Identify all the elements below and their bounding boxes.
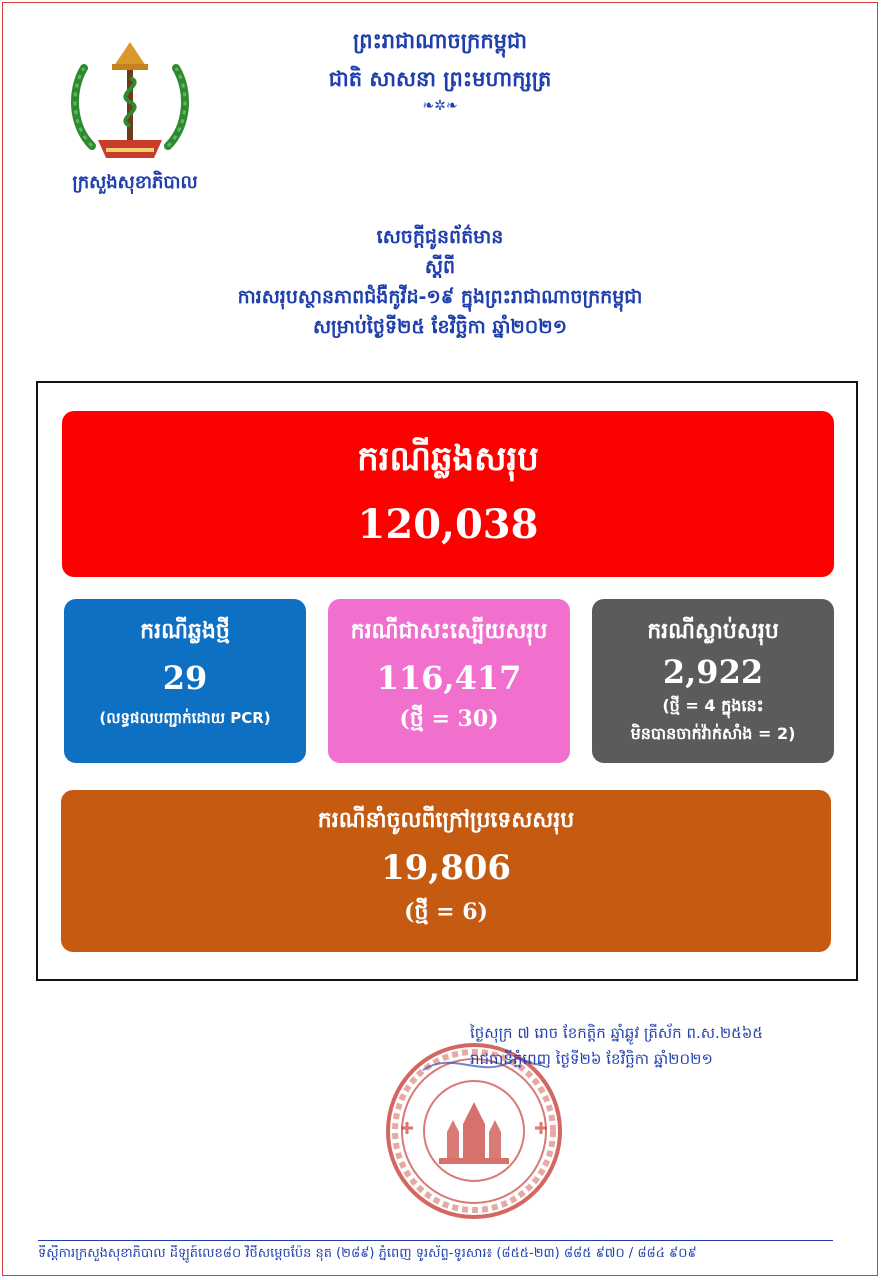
- solar-date: រាជធានីភ្នំពេញ ថ្ងៃទី២៦ ខែវិច្ឆិកា ឆ្នាំ២០២១: [470, 1050, 713, 1068]
- ministry-emblem-icon: [62, 36, 198, 166]
- imported-cases-card: [61, 790, 831, 952]
- total-cases-value: 120,038: [357, 501, 539, 548]
- recovered-cases-value: 116,417: [376, 659, 522, 697]
- ministry-name: ក្រសួងសុខាភិបាល: [72, 172, 198, 193]
- deaths-label: ករណីស្លាប់សរុប: [647, 619, 779, 644]
- kingdom-line: ព្រះរាជាណាចក្រកម្ពុជា: [352, 29, 527, 53]
- deaths-note-line-2: មិនបានចាក់វ៉ាក់សាំង = 2): [630, 724, 796, 743]
- imported-cases-note: (ថ្មី = 6): [404, 899, 488, 925]
- new-cases-card: [64, 599, 306, 763]
- new-cases-note: (លទ្ធផលបញ្ជាក់ដោយ PCR): [99, 709, 271, 727]
- recovered-cases-label: ករណីជាសះស្បើយសរុប: [350, 619, 548, 644]
- total-cases-label: ករណីឆ្លងសរុប: [357, 439, 539, 479]
- footer-address: ទីស្តីការក្រសួងសុខាភិបាល ដីឡូត៍លេខ៨០ វិថីសម្តេចប៉ែន នុត (២៨៩) ភ្នំពេញ ទូរស័ព្ទ-ទូរសារ៖ (៨៥៥-២៣) ៨៨៥ ៩៧០ / ៨៨៤ ៩០៩: [38, 1246, 697, 1261]
- title-line-1: សេចក្តីជូនព័ត៌មាន: [376, 226, 504, 248]
- announcement-title: [120, 222, 760, 342]
- new-cases-label: ករណីឆ្លងថ្មី: [140, 619, 230, 644]
- deaths-note-line-1: (ថ្មី = 4 ក្នុងនេះ: [662, 696, 764, 715]
- imported-cases-label: ករណីនាំចូលពីក្រៅប្រទេសសរុប: [317, 808, 575, 833]
- lunar-date: ថ្ងៃសុក្រ ៧ រោច ខែកត្តិក ឆ្នាំឆ្លូវ ត្រីស័ក ព.ស.២៥៦៥: [470, 1024, 764, 1042]
- kingdom-header: [280, 28, 600, 114]
- ornament-divider: ❧✲❧: [422, 98, 458, 114]
- new-cases-value: 29: [162, 659, 208, 697]
- recovered-cases-note: (ថ្មី = 30): [399, 706, 499, 732]
- footer-divider: [38, 1240, 833, 1241]
- national-motto: ជាតិ សាសនា ព្រះមហាក្សត្រ: [328, 67, 552, 91]
- deaths-card: [592, 599, 834, 763]
- title-line-2: ស្តីពី: [424, 256, 456, 278]
- recovered-cases-card: [328, 599, 570, 763]
- imported-cases-value: 19,806: [380, 848, 512, 888]
- deaths-value: 2,922: [662, 653, 764, 691]
- title-line-4: សម្រាប់ថ្ងៃទី២៥ ខែវិច្ឆិកា ឆ្នាំ២០២១: [312, 316, 568, 338]
- title-line-3: ការសរុបស្ថានភាពជំងឺកូវីដ-១៩ ក្នុងព្រះរាជាណាចក្រកម្ពុជា: [237, 286, 643, 308]
- total-cases-card: [62, 411, 834, 577]
- issue-date: [470, 1020, 830, 1072]
